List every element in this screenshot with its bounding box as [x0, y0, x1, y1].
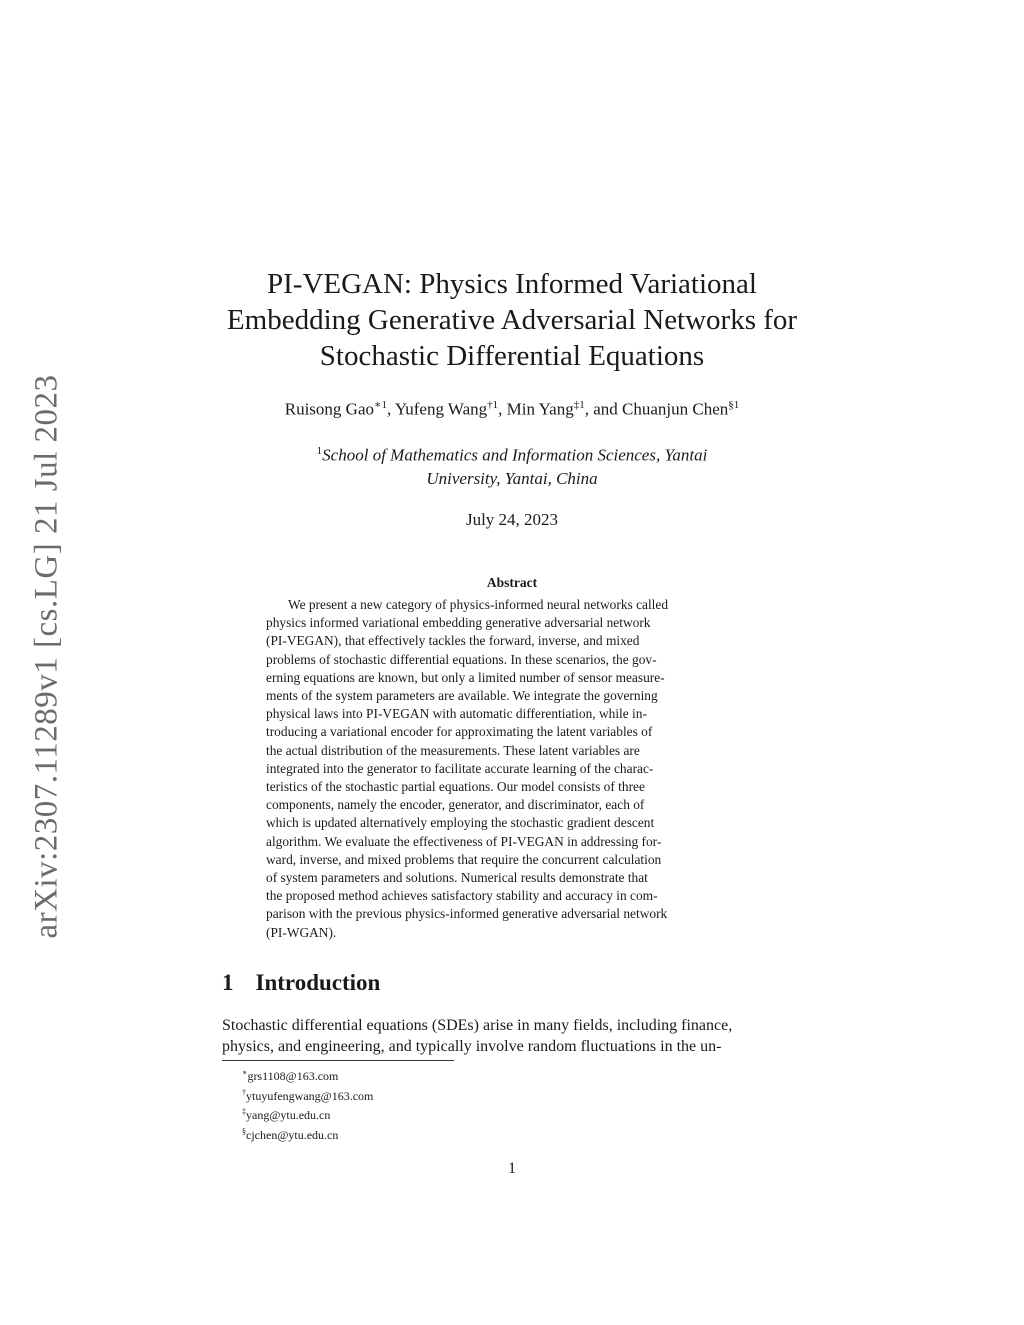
section-title: Introduction — [255, 970, 381, 995]
abstract-line: the actual distribution of the measurements. These latent variables are — [266, 742, 640, 758]
author-footnote-mark: ‡1 — [573, 399, 585, 411]
paper-title — [180, 266, 844, 374]
affiliation — [230, 440, 794, 490]
author-footnote-mark: ∗1 — [373, 399, 387, 411]
section-number: 1 — [222, 970, 234, 995]
author-name: Yufeng Wang — [394, 399, 488, 419]
arxiv-identifier-stamp — [22, 366, 72, 946]
paper-title-line: Stochastic Differential Equations — [319, 340, 705, 372]
abstract-line: teristics of the stochastic partial equations. Our model consists of three — [266, 779, 645, 795]
introduction-line: physics, and engineering, and typically involve random fluctuations in the un- — [222, 1038, 722, 1055]
abstract-line: problems of stochastic differential equations. In these scenarios, the gov- — [266, 651, 657, 667]
abstract-heading: Abstract — [486, 575, 538, 590]
author-footnote-mark: §1 — [728, 399, 740, 411]
footnote-email: ytuyufengwang@163.com — [246, 1088, 374, 1103]
arxiv-identifier-text: arXiv:2307.11289v1 [cs.LG] 21 Jul 2023 — [28, 373, 65, 939]
footnote-divider — [222, 1060, 454, 1061]
footnote-mark: † — [242, 1087, 246, 1097]
abstract-line: physics informed variational embedding generative adversarial network — [266, 615, 651, 631]
abstract-line: which is updated alternatively employing the stochastic gradient descent — [266, 815, 655, 831]
abstract-line: ward, inverse, and mixed problems that require the concurrent calculation — [266, 851, 662, 867]
abstract-line: erning equations are known, but only a limited number of sensor measure- — [266, 669, 665, 685]
footnote-mark: ‡ — [242, 1107, 246, 1116]
abstract-line: parison with the previous physics-informed generative adversarial network — [266, 906, 668, 922]
author-separator: , — [498, 399, 507, 419]
affiliation-line: University, Yantai, China — [426, 468, 598, 488]
page-number: 1 — [508, 1160, 516, 1177]
section-heading-introduction — [222, 970, 802, 996]
abstract-line: physical laws into PI-VEGAN with automatic differentiation, while in- — [266, 706, 647, 722]
footnote-email: yang@ytu.edu.cn — [246, 1108, 331, 1122]
abstract-line: algorithm. We evaluate the effectiveness of PI-VEGAN in addressing for- — [266, 833, 662, 849]
abstract-line: We present a new category of physics-informed neural networks called — [288, 597, 669, 612]
author-name: Chuanjun Chen — [622, 399, 729, 419]
author-footnote-mark: †1 — [487, 399, 499, 411]
abstract-line: integrated into the generator to facilitate accurate learning of the charac- — [266, 760, 654, 776]
author-separator: , — [386, 399, 395, 419]
footnote-item — [242, 1124, 642, 1144]
abstract-line: of system parameters and solutions. Numerical results demonstrate that — [266, 870, 648, 886]
author-name: Ruisong Gao — [284, 399, 374, 419]
footnote-item — [242, 1104, 642, 1124]
footnote-mark: ∗ — [242, 1068, 248, 1077]
abstract-line: components, namely the encoder, generator, and discriminator, each of — [266, 797, 645, 813]
footnote-mark: § — [242, 1126, 246, 1136]
author-separator: , and — [584, 399, 623, 419]
paper-date: July 24, 2023 — [465, 510, 559, 529]
footnote-email: cjchen@ytu.edu.cn — [246, 1127, 339, 1142]
affiliation-line — [230, 440, 794, 467]
paper-title-line: PI-VEGAN: Physics Informed Variational — [267, 268, 757, 300]
author-name: Min Yang — [506, 399, 574, 419]
footnote-item — [242, 1065, 642, 1085]
footnote-list — [242, 1065, 642, 1143]
introduction-paragraph — [222, 1015, 802, 1057]
abstract-line: ments of the system parameters are available. We integrate the governing — [266, 688, 658, 704]
affiliation-text: School of Mathematics and Information Sciences, Yantai — [322, 445, 708, 465]
footnote-email: grs1108@163.com — [247, 1069, 339, 1083]
abstract-line: the proposed method achieves satisfactory stability and accuracy in com- — [266, 888, 658, 904]
introduction-line: Stochastic differential equations (SDEs) arise in many fields, including finance, — [222, 1017, 733, 1034]
abstract-line: (PI-WGAN). — [266, 924, 337, 940]
author-list — [150, 398, 874, 420]
affiliation-mark: 1 — [316, 445, 323, 457]
footnote-item — [242, 1085, 642, 1105]
abstract-line: (PI-VEGAN), that effectively tackles the forward, inverse, and mixed — [266, 633, 640, 649]
abstract-body — [266, 596, 758, 942]
abstract-line: troducing a variational encoder for approximating the latent variables of — [266, 724, 653, 740]
paper-title-line: Embedding Generative Adversarial Networks for — [226, 304, 798, 336]
